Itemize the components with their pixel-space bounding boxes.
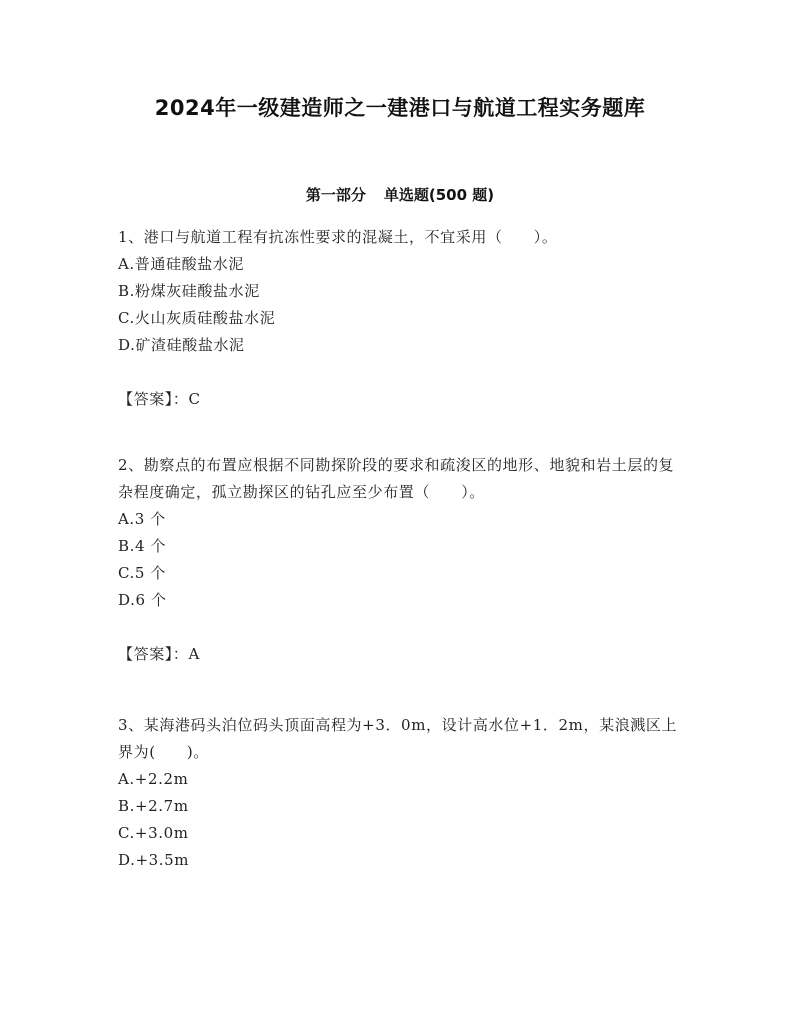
section-heading — [0, 184, 800, 205]
answer-line: 【答案】：C — [118, 390, 201, 408]
answer-line: 【答案】：A — [118, 645, 200, 663]
option-list — [118, 766, 688, 874]
document-title: 2024年一级建造师之一建港口与航道工程实务题库 — [154, 96, 646, 120]
section-name: 单选题(500 题) — [383, 186, 495, 204]
option-c: C.+3.0m — [118, 824, 189, 842]
question-stem: 1、港口与航道工程有抗冻性要求的混凝土，不宜采用（ ）。 — [118, 228, 558, 246]
option-b: B.粉煤灰硅酸盐水泥 — [118, 282, 260, 300]
option-b: B.4 个 — [118, 537, 167, 555]
question-stem: 2、勘察点的布置应根据不同勘探阶段的要求和疏浚区的地形、地貌和岩土层的复杂程度确定，孤立勘探区的钻孔应至少布置（ ）。 — [118, 456, 675, 501]
question-1 — [118, 224, 688, 413]
option-d: D.矿渣硅酸盐水泥 — [118, 336, 245, 354]
question-2 — [118, 452, 688, 668]
question-3 — [118, 712, 688, 874]
option-c: C.火山灰质硅酸盐水泥 — [118, 309, 276, 327]
option-d: D.+3.5m — [118, 851, 190, 869]
option-a: A.普通硅酸盐水泥 — [118, 255, 245, 273]
option-b: B.+2.7m — [118, 797, 189, 815]
option-list — [118, 506, 688, 614]
option-d: D.6 个 — [118, 591, 167, 609]
option-a: A.+2.2m — [118, 770, 189, 788]
option-list — [118, 251, 688, 359]
question-stem: 3、某海港码头泊位码头顶面高程为+3．0m，设计高水位+1．2m，某浪溅区上界为( )。 — [118, 716, 678, 761]
section-part: 第一部分 — [305, 186, 366, 204]
option-c: C.5 个 — [118, 564, 167, 582]
option-a: A.3 个 — [118, 510, 166, 528]
